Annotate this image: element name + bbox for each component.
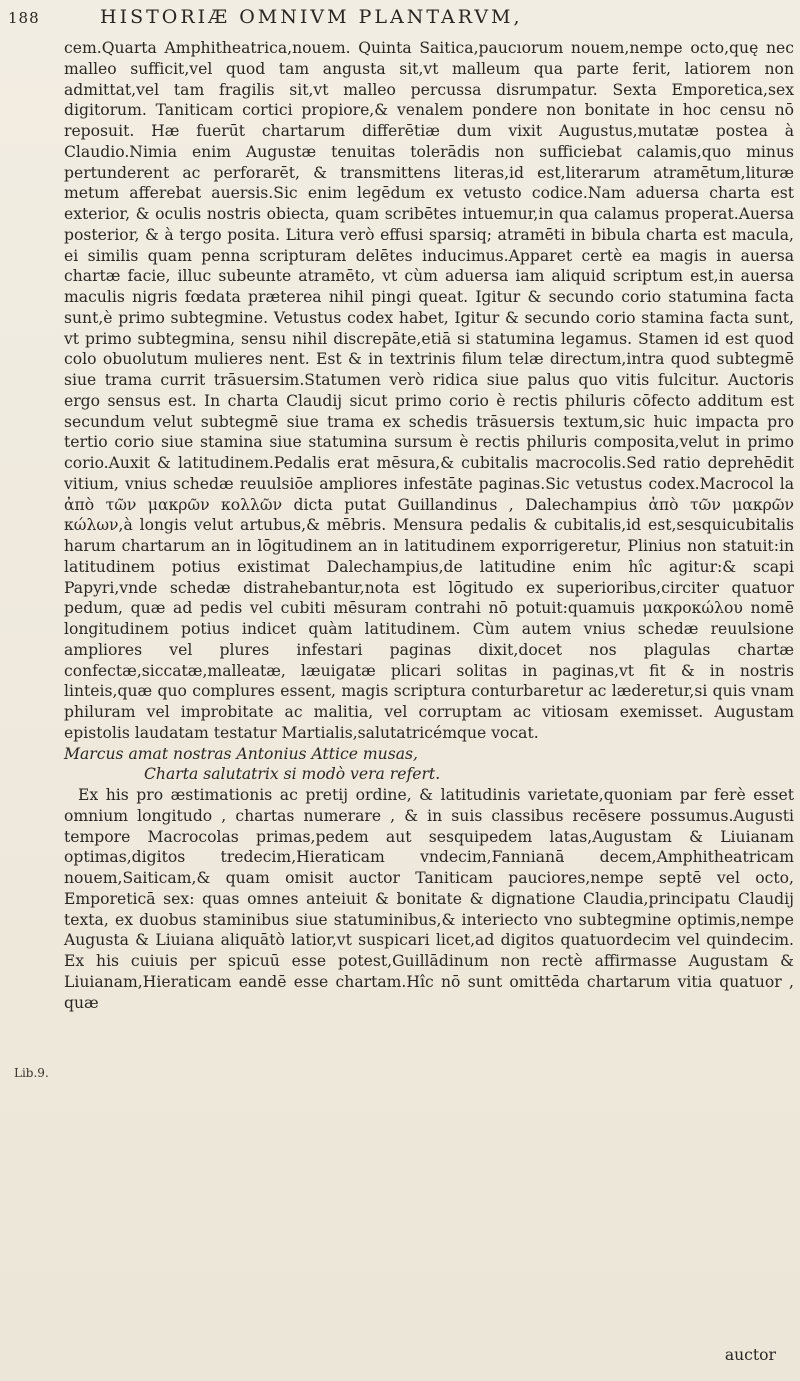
running-title: HISTORIÆ OMNIVM PLANTARVM, [100,6,523,28]
verse-line: Charta salutatrix si modò vera refert. [144,765,441,784]
catchword: auctor [724,1346,776,1364]
page-number: 188 [8,9,40,27]
marginal-note: Lib.9. [14,1066,49,1080]
paragraph: Ex his pro æstimationis ac pretij ordine, & latitudinis varietate,quoniam par ferè esset omnium longitudo , chartas numerare , & in suis classibus recēsere possumus.Augusti tempore Macrocolas primas,pedem aut sesquipedem latas,Augustam & Liuianam optimas,digitos tredecim,Hieraticam vndecim,Fannianā decem,Amphitheatricam nouem,Saiticam,& quam omisit auctor Taniticam pauciores,nempe septē vel octo, Emporeticā sex: quas omnes anteiuit & bonitate & dignatione Claudia,principatu Claudij texta, ex duobus staminibus siue statuminibus,& interiecto vno subtegmine optimis,nempe Augusta & Liuiana aliquātò latior,vt suspicari licet,ad digitos quatuordecim vel quindecim. Ex his cuiuis per spicuū esse potest,Guillādinum non rectè affirmasse Augustam & Liuianam,Hieraticam eandē esse chartam.Hîc nō sunt omittēda chartarum vitia quatuor , quæ [64,786,794,1012]
body-text [64,38,794,1013]
paragraph: cem.Quarta Amphitheatrica,nouem. Quinta Saitica,paucıorum nouem,nempe octo,quę nec malleo sufficit,vel quod tam angusta sit,vt malleum qua parte ferit, latiorem non admittat,vel tam fragilis sit,vt malleo percussa disrumpatur. Sexta Emporetica,sex digitorum. Taniticam cortici propiore,& venalem pondere non bonitate in hoc censu nō reposuit. Hæ fuerūt chartarum differētiæ dum vixit Augustus,mutatæ postea à Claudio.Nimia enim Augustæ tenuitas tolerādis non sufficiebat calamis,quo minus pertunderent ac perforarēt, & transmittens literas,id est,literarum atramētum,lituræ metum afferebat auersis.Sic enim legēdum ex vetusto codice.Nam aduersa charta est exterior, & oculis nostris obiecta, quam scribētes intuemur,in qua calamus properat.Auersa posterior, & à tergo posita. Litura verò effusi sparsiq; atramēti in bibula charta est macula, ei similis quam penna scripturam delētes inducimus.Apparet certè ea magis in auersa chartæ facie, illuc subeunte atramēto, vt cùm aduersa iam aliquid scriptum est,in auersa maculis nigris fœdata præterea nihil pingi queat. Igitur & secundo corio statumina facta sunt,è primo subtegmine. Vetustus codex habet, Igitur & secundo corio stamina facta sunt, vt primo subtegmina, sensu nihil discrepāte,etiā si statumina legamus. Stamen id est quod colo obuolutum mulieres nent. Est & in textrinis filum telæ directum,intra quod subtegmē siue trama currit trāsuersim.Statumen verò ridica siue palus quo vitis fulcitur. Auctoris ergo sensus est. In charta Claudij sicut primo corio è rectis philuris cōfecto additum est secundum velut subtegmē siue trama ex schedis trāsuersis textum,sic huic impacta pro tertio corio siue stamina siue statumina sursum è rectis philuris composita,velut in primo corio.Auxit & latitudinem.Pedalis erat mēsura,& cubitalis macrocolis.Sed ratio deprehēdit vitium, vnius schedæ reuulsiōe ampliores infestāte paginas.Sic vetustus codex.Macrocol la ἀπὸ τῶν μακρῶν κολλῶν dicta putat Guillandinus , Dalechampius ἀπὸ τῶν μακρῶν κώλων,à longis velut artubus,& mēbris. Mensura pedalis & cubitalis,id est,sesquicubitalis harum chartarum an in lōgitudinem an in latitudinem exporrigeretur, Plinius non statuit:in latitudinem potius existimat Dalechampius,de latitudine enim hîc agitur:& scapi Papyri,vnde schedæ distrahebantur,nota est lōgitudo ex superioribus,circiter quatuor pedum, quæ ad pedis vel cubiti mēsuram contrahi nō potuit:quamuis μακροκώλου nomē longitudinem potius indicet quàm latitudinem. Cùm autem vnius schedæ reuulsione ampliores vel plures infestari paginas dixit,docet nos plagulas chartæ confectæ,siccatæ,malleatæ, læuigatæ plicari solitas in paginas,vt fit & in nostris linteis,quæ quo complures essent, magis scriptura conturbaretur ac læderetur,si quis vnam philuram vel improbitate ac malitia, vel corruptam ac vitiosam exemisset. Augustam epistolis laudatam testatur Martialis,salutatricémque vocat. [64,39,794,742]
verse-line: Marcus amat nostras Antonius Attice musas, [64,744,418,763]
page-header [8,6,790,32]
